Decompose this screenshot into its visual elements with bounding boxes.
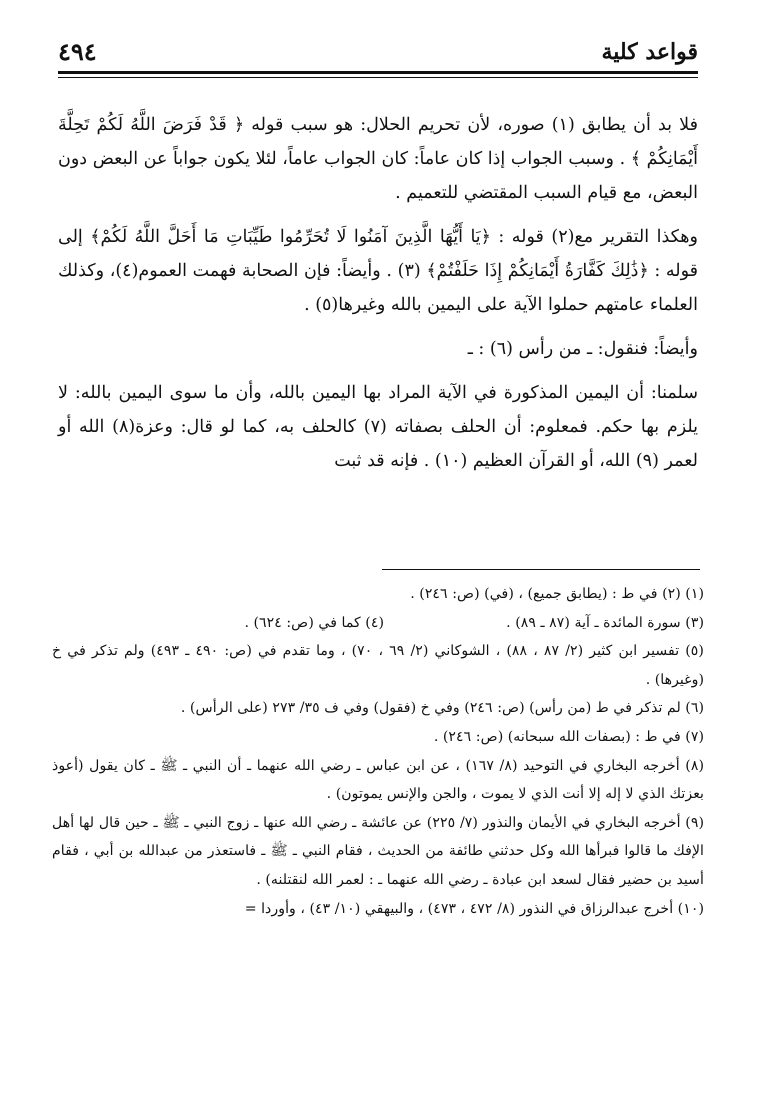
footnote-10: (١٠) أخرج عبدالرزاق في النذور (٨/ ٤٧٢ ، ٤٧٣) ، والبيهقي (١٠/ ٤٣) ، وأوردا = [244, 900, 704, 917]
page-number: ٤٩٤ [58, 37, 97, 66]
footnote-4: (٤) كما في (ص: ٦٢٤) . [244, 614, 384, 631]
footnote-5: (٥) تفسير ابن كثير (٢/ ٨٧ ، ٨٨) ، الشوكاني (٢/ ٦٩ ، ٧٠) ، وما تقدم في (ص: ٤٩٠ ـ ٤٩٣) ولم تذكر في خ (وغيرها) . [52, 643, 704, 688]
header-rule-thick [58, 71, 698, 74]
main-text [58, 108, 698, 488]
footnote-1-2: (١) (٢) في ط : (يطابق جميع) ، (في) (ص: ٢٤٦) . [410, 586, 704, 602]
running-title: قواعد كلية [601, 39, 698, 65]
footnote-row-3-4 [52, 609, 704, 638]
paragraph-4: سلمنا: أن اليمين المذكورة في الآية المراد بها اليمين بالله، وأن ما سوى اليمين بالله: لا يلزم بها حكم. فمعلوم: أن الحلف بصفاته (٧) كالحلف به، كما لو قال: وعزة(٨) الله أو لعمر (٩) الله، أو القرآن العظيم (١٠) . فإنه قد ثبت [58, 383, 699, 471]
footnote-8: (٨) أخرجه البخاري في التوحيد (٨/ ١٦٧) ، عن ابن عباس ـ رضي الله عنهما ـ أن النبي ـ ﷺ ـ كان يقول (أعوذ بعزتك الذي لا إله إلا أنت الذي لا يموت ، والجن والإنس يموتون) . [52, 757, 705, 803]
page-header [58, 38, 698, 82]
footnote-3: (٣) سورة المائدة ـ آية (٨٧ ـ ٨٩) . [506, 614, 704, 631]
paragraph-2: وهكذا التقرير مع(٢) قوله : ﴿يَا أَيُّهَا الَّذِينَ آمَنُوا لَا تُحَرِّمُوا طَيِّبَاتِ مَا أَحَلَّ اللَّهُ لَكُمْ﴾ إلى قوله : ﴿ذَٰلِكَ كَفَّارَةُ أَيْمَانِكُمْ إِذَا حَلَفْتُمْ﴾ (٣) . وأيضاً: فإن الصحابة فهمت العموم(٤)، وكذلك العلماء عامتهم حملوا الآية على اليمين بالله وغيرها(٥) . [58, 227, 699, 315]
paragraph-3: وأيضاً: فنقول: ـ من رأس (٦) : ـ [467, 339, 698, 359]
footnotes [52, 580, 704, 923]
footnote-7: (٧) في ط : (بصفات الله سبحانه) (ص: ٢٤٦) . [433, 728, 704, 745]
footnote-separator [382, 569, 700, 570]
header-rule-thin [58, 77, 698, 78]
footnote-9: (٩) أخرجه البخاري في الأيمان والنذور (٧/ ٢٢٥) عن عائشة ـ رضي الله عنها ـ زوج النبي ـ ﷺ ـ حين قال لها أهل الإفك ما قالوا فبرأها الله وكل حدثني طائفة من الحديث ، فقام النبي ـ ﷺ ـ فاستعذر من عبدالله بن أبي ، فقام أسيد بن حضير فقال لسعد ابن عبادة ـ رضي الله عنهما ـ : لعمر الله لنقتلنه) . [52, 814, 704, 888]
footnote-6: (٦) لم تذكر في ط (من رأس) (ص: ٢٤٦) وفي خ (فقول) وفي ف ٣٥/ ٢٧٣ (على الرأس) . [180, 700, 704, 717]
paragraph-1: فلا بد أن يطابق (١) صوره، لأن تحريم الحلال: هو سبب قوله ﴿ قَدْ فَرَضَ اللَّهُ لَكُمْ تَحِلَّةَ أَيْمَانِكُمْ ﴾ . وسبب الجواب إذا كان عاماً: كان الجواب عاماً، لئلا يكون جواباً عن البعض دون البعض، مع قيام السبب المقتضي للتعميم . [58, 115, 698, 203]
